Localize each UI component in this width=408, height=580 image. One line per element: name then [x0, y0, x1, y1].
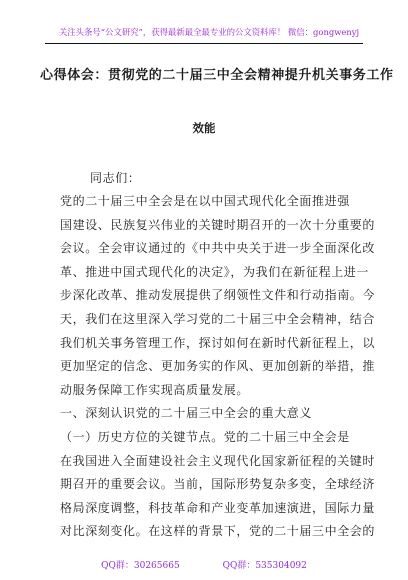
- footer-qq-group-2: QQ群：535304092: [222, 561, 307, 571]
- document-title: 心得体会：贯彻党的二十届三中全会精神提升机关事务工作: [40, 68, 394, 83]
- footer-qq-group-1: QQ群：30265665: [101, 561, 180, 571]
- body-line: 革、推进中国式现代化的决定》，为我们在新征程上进一: [60, 264, 370, 279]
- body-line: 对比深刻变化。在这样的背景下，党的二十届三中全会的: [60, 524, 376, 539]
- body-line: 格局深度调整，科技革命和产业变革加速演进，国际力量: [60, 500, 376, 515]
- body-line: （一）历史方位的关键节点。党的二十届三中全会是: [60, 429, 350, 444]
- body-line: 党的二十届三中全会是在以中国式现代化全面推进强: [60, 194, 350, 208]
- footer: [0, 558, 408, 571]
- body-line: 动服务保障工作实现高质量发展。: [60, 382, 250, 397]
- body-line: 期召开的重要会议。当前，国际形势复杂多变，全球经济: [60, 477, 376, 492]
- header-banner: 关注头条号“公文研究”，获得最新最全最专业的公文资料库！ 微信：gongwenyj: [58, 27, 360, 37]
- body-line: 会议。全会审议通过的《中共中央关于进一步全面深化改: [60, 241, 376, 256]
- header-divider: [45, 43, 363, 44]
- body-line: 步深化改革、推动发展提供了纲领性文件和行动指南。今: [60, 288, 376, 303]
- body-line: 一、深刻认识党的二十届三中全会的重大意义: [60, 406, 313, 421]
- body-line: 天，我们在这里深入学习党的二十届三中全会精神，结合: [60, 311, 376, 326]
- body-line: 我们机关事务管理工作，探讨如何在新时代新征程上，以: [60, 335, 376, 350]
- body-text: [60, 190, 376, 544]
- document-title-continued: 效能: [192, 121, 216, 135]
- body-line: 国建设、民族复兴伟业的关键时期召开的一次十分重要的: [60, 217, 376, 232]
- greeting: 同志们：: [90, 171, 141, 185]
- body-line: 更加坚定的信念、更加务实的作风、更加创新的举措，推: [60, 359, 376, 374]
- body-line: 在我国进入全面建设社会主义现代化国家新征程的关键时: [60, 453, 376, 468]
